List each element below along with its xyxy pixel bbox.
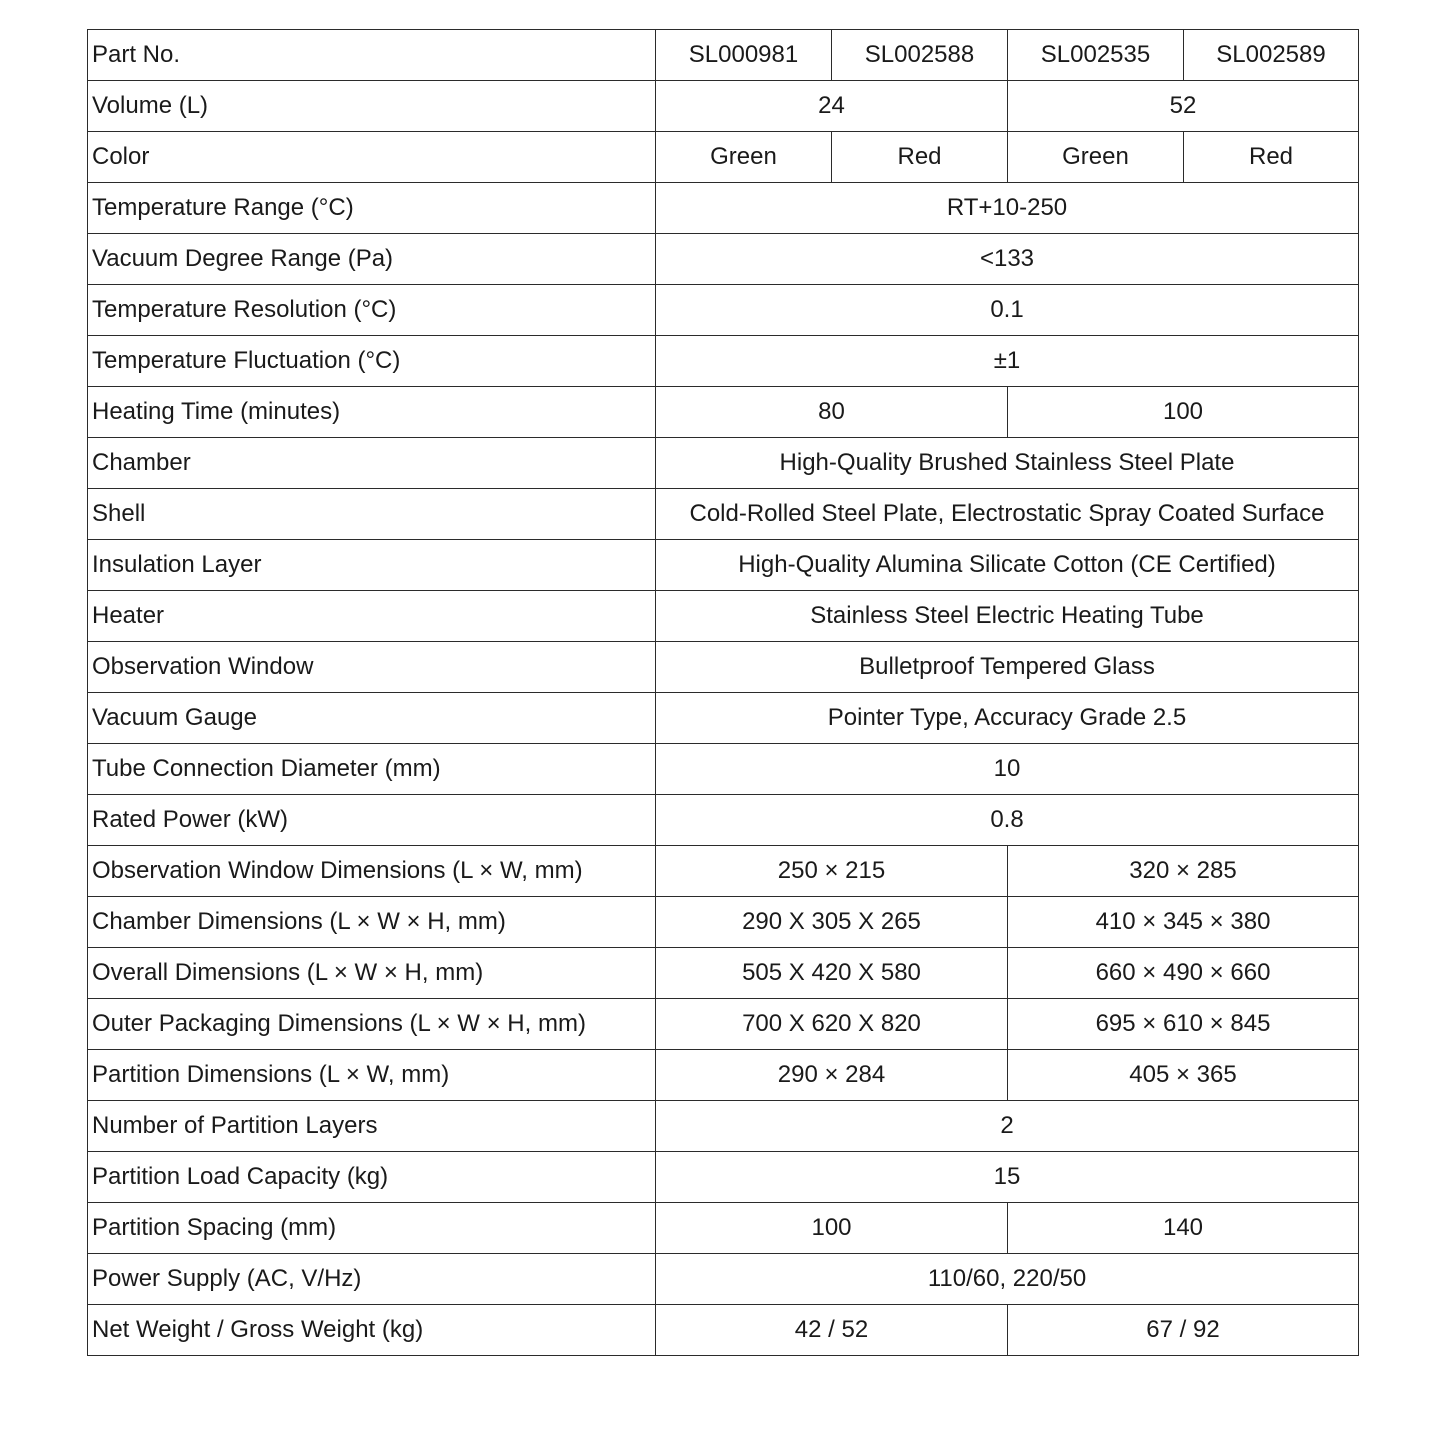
spec-value: 100 <box>656 1203 1008 1254</box>
spec-row <box>88 438 1359 489</box>
spec-row <box>88 999 1359 1050</box>
spec-row <box>88 1152 1359 1203</box>
spec-table-body <box>88 30 1359 1356</box>
spec-row <box>88 489 1359 540</box>
spec-label: Outer Packaging Dimensions (L × W × H, mm) <box>88 999 656 1050</box>
spec-value: 505 X 420 X 580 <box>656 948 1008 999</box>
spec-row <box>88 693 1359 744</box>
spec-value: 24 <box>656 81 1008 132</box>
spec-value: 67 / 92 <box>1008 1305 1359 1356</box>
spec-label: Overall Dimensions (L × W × H, mm) <box>88 948 656 999</box>
spec-value: 0.1 <box>656 285 1359 336</box>
spec-row <box>88 234 1359 285</box>
spec-value: <133 <box>656 234 1359 285</box>
spec-table <box>87 29 1359 1356</box>
spec-value: Cold-Rolled Steel Plate, Electrostatic Spray Coated Surface <box>656 489 1359 540</box>
spec-value: 110/60, 220/50 <box>656 1254 1359 1305</box>
spec-label: Vacuum Degree Range (Pa) <box>88 234 656 285</box>
spec-value: 0.8 <box>656 795 1359 846</box>
spec-value: 10 <box>656 744 1359 795</box>
spec-value: 250 × 215 <box>656 846 1008 897</box>
spec-label: Chamber Dimensions (L × W × H, mm) <box>88 897 656 948</box>
spec-value: 100 <box>1008 387 1359 438</box>
spec-value: 140 <box>1008 1203 1359 1254</box>
spec-row <box>88 948 1359 999</box>
spec-row <box>88 795 1359 846</box>
spec-row <box>88 540 1359 591</box>
spec-label: Vacuum Gauge <box>88 693 656 744</box>
spec-label: Observation Window Dimensions (L × W, mm) <box>88 846 656 897</box>
spec-label: Heating Time (minutes) <box>88 387 656 438</box>
spec-value: 405 × 365 <box>1008 1050 1359 1101</box>
spec-row <box>88 744 1359 795</box>
spec-label: Temperature Resolution (°C) <box>88 285 656 336</box>
spec-label: Chamber <box>88 438 656 489</box>
spec-row <box>88 285 1359 336</box>
spec-value: SL002588 <box>832 30 1008 81</box>
spec-label: Color <box>88 132 656 183</box>
spec-label: Tube Connection Diameter (mm) <box>88 744 656 795</box>
spec-value: Green <box>1008 132 1184 183</box>
spec-row <box>88 387 1359 438</box>
spec-value: Red <box>832 132 1008 183</box>
spec-row <box>88 1305 1359 1356</box>
spec-value: 290 X 305 X 265 <box>656 897 1008 948</box>
spec-row <box>88 183 1359 234</box>
spec-value: Stainless Steel Electric Heating Tube <box>656 591 1359 642</box>
spec-row <box>88 30 1359 81</box>
spec-label: Temperature Range (°C) <box>88 183 656 234</box>
spec-row <box>88 591 1359 642</box>
spec-label: Partition Dimensions (L × W, mm) <box>88 1050 656 1101</box>
spec-row <box>88 1101 1359 1152</box>
spec-value: 695 × 610 × 845 <box>1008 999 1359 1050</box>
spec-label: Power Supply (AC, V/Hz) <box>88 1254 656 1305</box>
spec-row <box>88 1203 1359 1254</box>
spec-value: High-Quality Alumina Silicate Cotton (CE Certified) <box>656 540 1359 591</box>
spec-value: SL000981 <box>656 30 832 81</box>
spec-label: Rated Power (kW) <box>88 795 656 846</box>
spec-value: 42 / 52 <box>656 1305 1008 1356</box>
spec-value: 700 X 620 X 820 <box>656 999 1008 1050</box>
spec-row <box>88 336 1359 387</box>
spec-value: 52 <box>1008 81 1359 132</box>
spec-label: Partition Load Capacity (kg) <box>88 1152 656 1203</box>
spec-value: 2 <box>656 1101 1359 1152</box>
spec-row <box>88 81 1359 132</box>
spec-row <box>88 1050 1359 1101</box>
spec-value: RT+10-250 <box>656 183 1359 234</box>
spec-value: 290 × 284 <box>656 1050 1008 1101</box>
spec-label: Insulation Layer <box>88 540 656 591</box>
spec-row <box>88 642 1359 693</box>
spec-row <box>88 132 1359 183</box>
spec-label: Number of Partition Layers <box>88 1101 656 1152</box>
spec-label: Observation Window <box>88 642 656 693</box>
spec-value: ±1 <box>656 336 1359 387</box>
spec-row <box>88 1254 1359 1305</box>
spec-value: Red <box>1184 132 1359 183</box>
spec-value: 660 × 490 × 660 <box>1008 948 1359 999</box>
spec-value: SL002535 <box>1008 30 1184 81</box>
spec-value: High-Quality Brushed Stainless Steel Plate <box>656 438 1359 489</box>
spec-value: 15 <box>656 1152 1359 1203</box>
spec-row <box>88 846 1359 897</box>
spec-value: 410 × 345 × 380 <box>1008 897 1359 948</box>
spec-label: Volume (L) <box>88 81 656 132</box>
spec-value: SL002589 <box>1184 30 1359 81</box>
spec-value: Pointer Type, Accuracy Grade 2.5 <box>656 693 1359 744</box>
spec-label: Part No. <box>88 30 656 81</box>
spec-label: Shell <box>88 489 656 540</box>
spec-row <box>88 897 1359 948</box>
spec-value: Bulletproof Tempered Glass <box>656 642 1359 693</box>
spec-label: Net Weight / Gross Weight (kg) <box>88 1305 656 1356</box>
spec-label: Temperature Fluctuation (°C) <box>88 336 656 387</box>
spec-value: 80 <box>656 387 1008 438</box>
spec-value: 320 × 285 <box>1008 846 1359 897</box>
spec-label: Partition Spacing (mm) <box>88 1203 656 1254</box>
spec-value: Green <box>656 132 832 183</box>
spec-label: Heater <box>88 591 656 642</box>
